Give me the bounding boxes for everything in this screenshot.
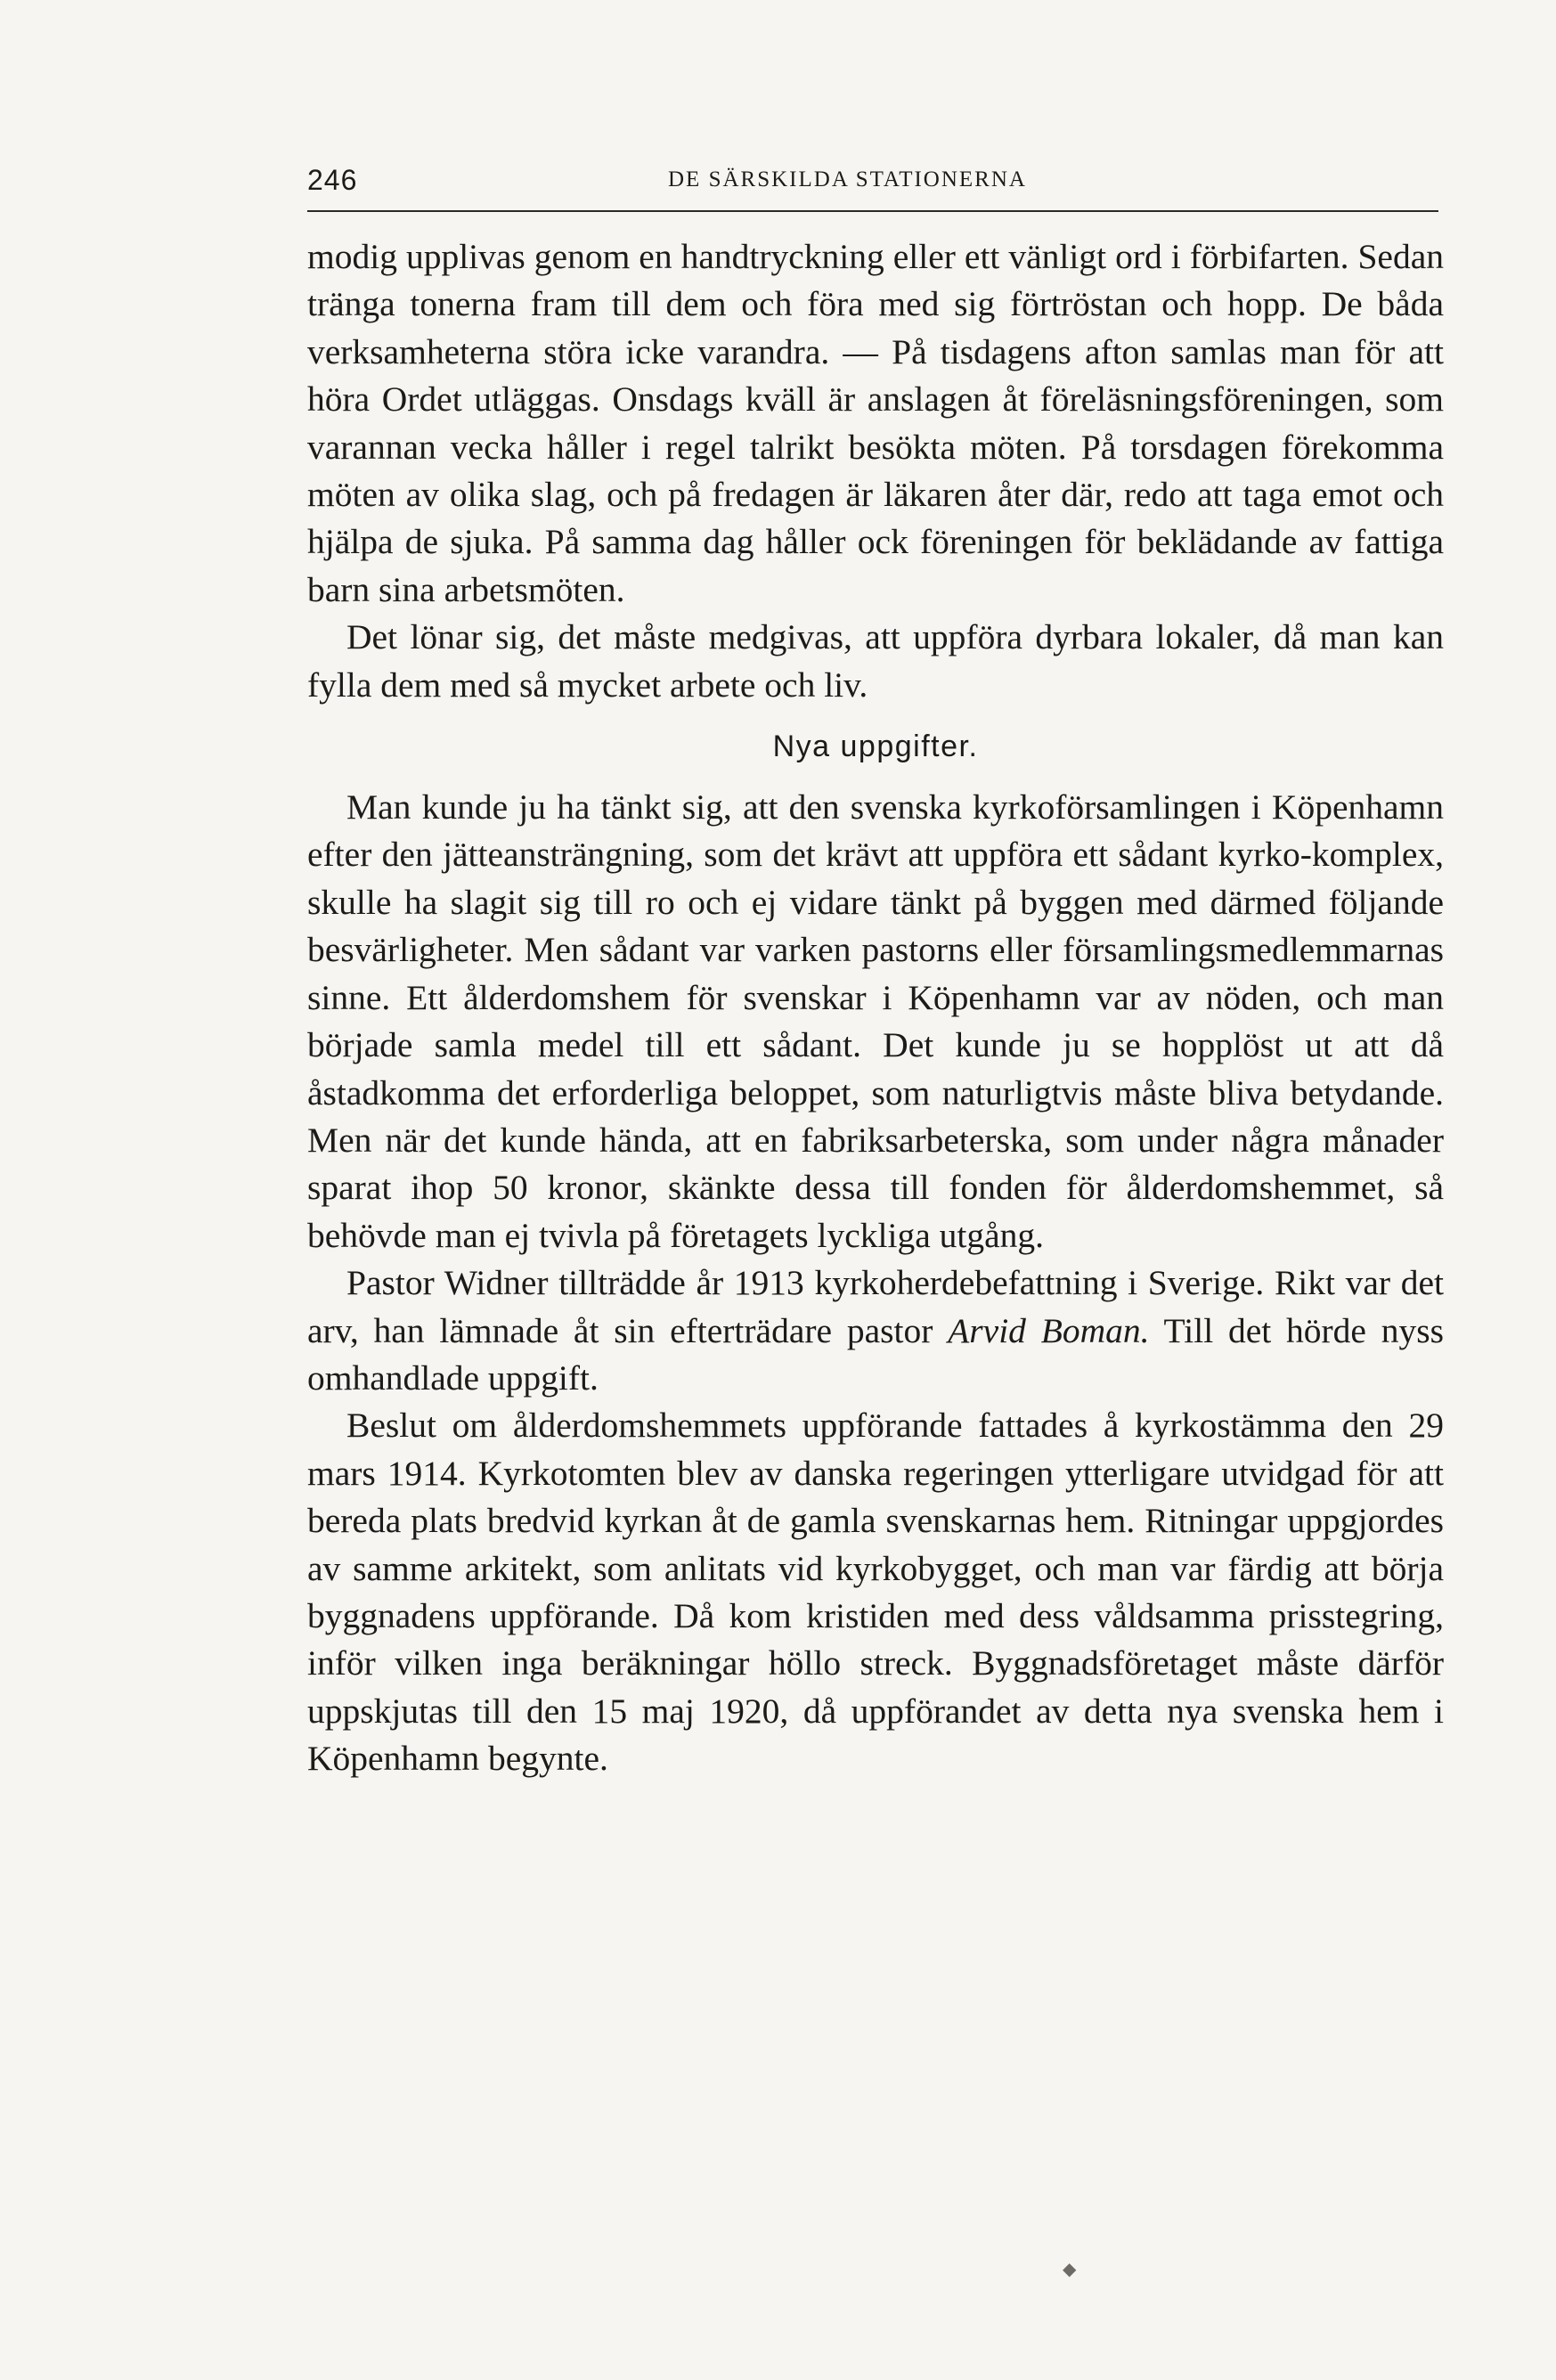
page-header [307, 160, 1438, 207]
paragraph-4 [307, 1259, 1444, 1402]
pastor-name: Arvid Boman. [948, 1310, 1150, 1350]
paragraph-4-text-end: Till det hörde nyss omhandlade uppgift. [307, 1310, 1444, 1398]
paragraph-5: Beslut om ålderdomshemmets uppförande fattades å kyrkostämma den 29 mars 1914. Kyrkotomten blev av danska regeringen ytterligare utvidgad för att bereda plats bredvid kyrkan åt de gamla svenskarnas hem. Ritningar uppgjordes av samme arkitekt, som anlitats vid kyrkobygget, och man var färdig att börja byggnadens uppförande. Då kom kristiden med dess våldsamma prisstegring, inför vilken inga beräkningar höllo streck. Byggnadsföretaget måste därför uppskjutas till den 15 maj 1920, då uppförandet av detta nya svenska hem i Köpenhamn begynte. [307, 1406, 1444, 1779]
page-number: 246 [307, 164, 358, 196]
running-title: DE SÄRSKILDA STATIONERNA [668, 167, 1027, 192]
paragraph-3: Man kunde ju ha tänkt sig, att den svenska kyrkoförsamlingen i Köpenhamn efter den jätteansträngning, som det krävt att uppföra ett sådant kyrko-komplex, skulle ha slagit sig till ro och ej vidare tänkt på byggen med därmed följande besvärligheter. Men sådant var varken pastorns eller församlingsmedlemmarnas sinne. Ett ålderdomshem för svenskar i Köpenhamn var av nöden, och man började samla medel till ett sådant. Det kunde ju se hopplöst ut att då åstadkomma det erforderliga beloppet, som naturligtvis måste bliva betydande. Men när det kunde hända, att en fabriksarbeterska, som under några månader sparat ihop 50 kronor, skänkte dessa till fonden för ålderdomshemmet, så behövde man ej tvivla på företagets lyckliga utgång. [307, 787, 1444, 1255]
paragraph-1: modig upplivas genom en handtryckning eller ett vänligt ord i förbifarten. Sedan tränga tonerna fram till dem och föra med sig förtröstan och hopp. De båda verksamheterna störa icke varandra. — På tisdagens afton samlas man för att höra Ordet utläggas. Onsdags kväll är anslagen åt föreläsningsföreningen, som varannan vecka håller i regel talrikt besökta möten. På torsdagen förekomma möten av olika slag, och på fredagen är läkaren åter där, redo att taga emot och hjälpa de sjuka. På samma dag håller ock föreningen för beklädande av fattiga barn sina arbetsmöten. [307, 237, 1444, 609]
section-heading: Nya uppgifter. [772, 729, 979, 764]
paragraph-4-text-start: Pastor Widner tillträdde år 1913 kyrkoherdebefattning i Sverige. Rikt var det arv, han lämnade åt sin efterträdare pastor [307, 1263, 1444, 1350]
header-rule [307, 210, 1438, 212]
paragraph-2: Det lönar sig, det måste medgivas, att uppföra dyrbara lokaler, då man kan fylla dem med så mycket arbete och liv. [307, 617, 1444, 705]
body-text [307, 233, 1444, 1783]
printer-mark-icon: ◆ [1063, 2258, 1077, 2279]
